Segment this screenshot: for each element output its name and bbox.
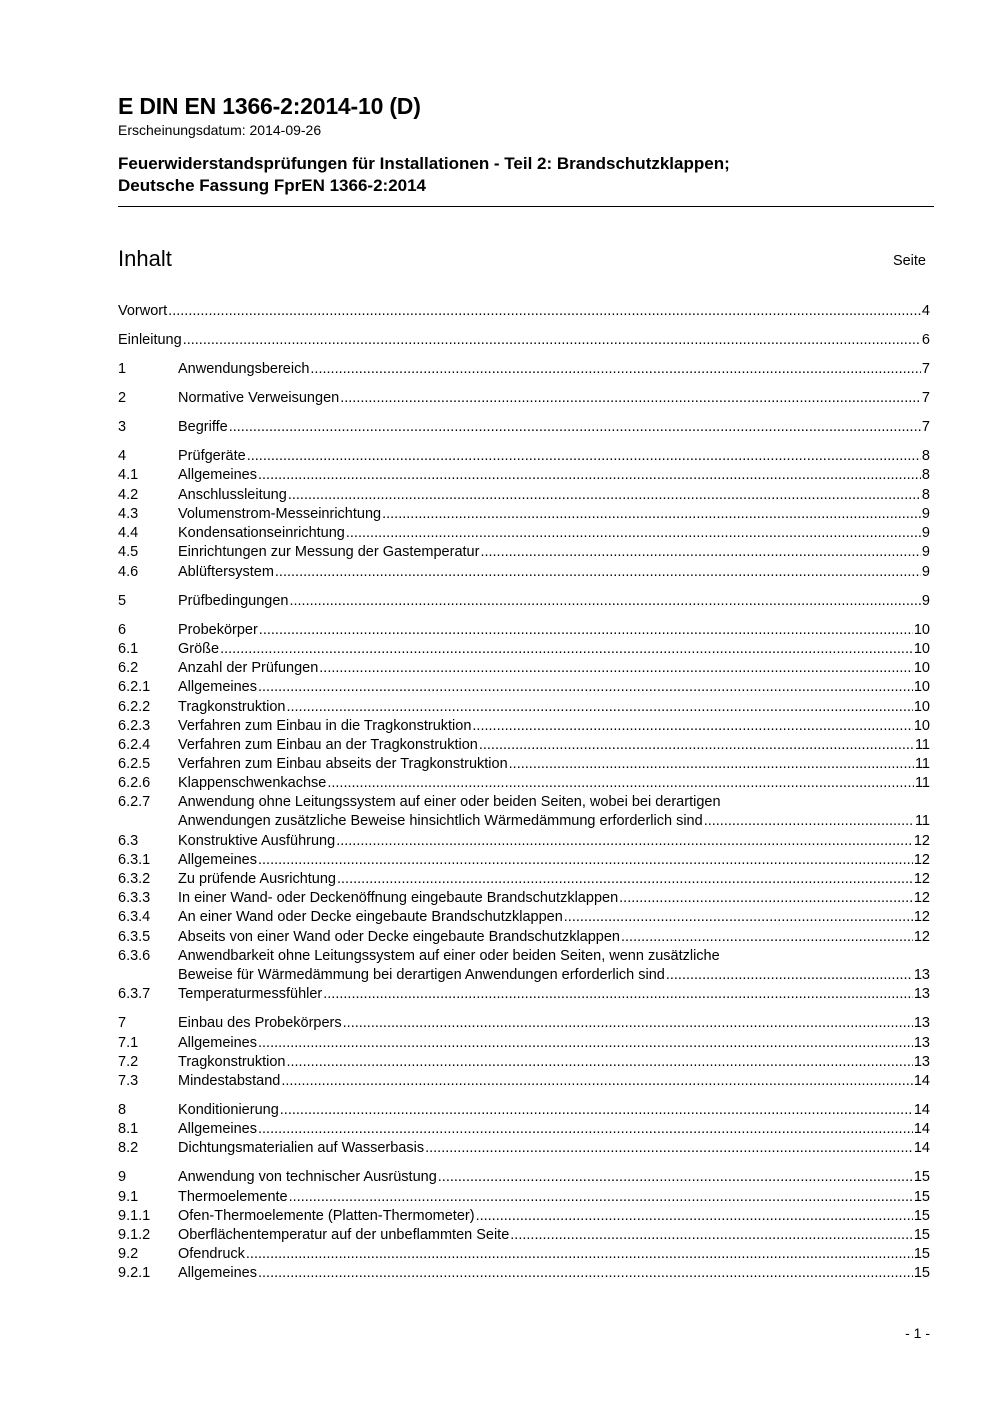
toc-entry-number: 6.2.7: [118, 794, 151, 810]
toc-entry-page: 12: [913, 833, 930, 849]
toc-entry-page: 15: [913, 1227, 930, 1243]
toc-entry-title: Beweise für Wärmedämmung bei derartigen Anwendungen erforderlich sind: [178, 967, 665, 983]
toc-entry-line: [178, 966, 930, 985]
header-divider: [118, 206, 934, 207]
toc-dot-leader: [478, 736, 914, 755]
toc-entry-line: [178, 1053, 930, 1072]
toc-entry-number: 6.3.1: [118, 852, 151, 868]
toc-entry-line: [178, 717, 930, 736]
toc-entry-line: [178, 1245, 930, 1264]
toc-entry-title: Anwendungen zusätzliche Beweise hinsichtlich Wärmedämmung erforderlich sind: [178, 813, 703, 829]
toc-dot-leader: [381, 505, 921, 524]
toc-entry-number: 6.3.6: [118, 948, 151, 964]
toc-entry-line: [178, 1207, 930, 1226]
toc-entry-title: Konstruktive Ausführung: [178, 833, 336, 849]
toc-entry-line: [178, 1034, 930, 1053]
toc-entry-title: Tragkonstruktion: [178, 1054, 286, 1070]
toc-entry-number: 2: [118, 390, 127, 406]
toc-entry-number: 7: [118, 1015, 127, 1031]
toc-entry[interactable]: [118, 928, 930, 947]
toc-entry-page: 12: [913, 909, 930, 925]
toc-entry[interactable]: [118, 659, 930, 678]
toc-dot-leader: [509, 1226, 913, 1245]
toc-entry-page: 7: [921, 361, 930, 377]
toc-entry[interactable]: [118, 908, 930, 927]
document-title-line-2: Deutsche Fassung FprEN 1366-2:2014: [118, 176, 427, 195]
toc-entry-page: 15: [913, 1169, 930, 1185]
toc-dot-leader: [279, 1101, 913, 1120]
toc-entry-title: Temperaturmessfühler: [178, 986, 323, 1002]
toc-entry-number: 7.3: [118, 1073, 139, 1089]
toc-entry-line: [178, 698, 930, 717]
toc-entry-title: Verfahren zum Einbau abseits der Tragkonstruktion: [178, 756, 508, 772]
toc-entry-page: 7: [921, 419, 930, 435]
toc-entry[interactable]: [118, 543, 930, 562]
toc-entry-page: 11: [914, 813, 930, 829]
toc-entry[interactable]: [118, 505, 930, 524]
toc-entry-page: 12: [913, 871, 930, 887]
toc-entry-number: 6.3.5: [118, 929, 151, 945]
toc-entry-title: Allgemeines: [178, 1265, 257, 1281]
toc-entry-title: Einbau des Probekörpers: [178, 1015, 342, 1031]
toc-entry-page: 14: [913, 1102, 930, 1118]
toc-entry-page: 10: [913, 679, 930, 695]
toc-entry-number: 9.1: [118, 1189, 139, 1205]
toc-entry-page: 10: [913, 622, 930, 638]
toc-entry-page: 10: [913, 641, 930, 657]
toc-dot-leader: [257, 466, 921, 485]
toc-entry[interactable]: [118, 389, 930, 408]
document-title: [118, 153, 934, 197]
toc-entry-number: 6.2.6: [118, 775, 151, 791]
toc-entry-line: [178, 1014, 930, 1033]
toc-entry-page: 13: [913, 1035, 930, 1051]
toc-entry-page: 15: [913, 1208, 930, 1224]
toc-entry-title: Abseits von einer Wand oder Decke eingebaute Brandschutzklappen: [178, 929, 620, 945]
toc-entry-title: Allgemeines: [178, 1035, 257, 1051]
toc-entry-title: Verfahren zum Einbau in die Tragkonstruktion: [178, 718, 472, 734]
toc-entry-number: 4.6: [118, 564, 139, 580]
toc-dot-leader: [274, 563, 921, 582]
toc-dot-leader: [228, 418, 921, 437]
toc-entry-page: 9: [921, 525, 930, 541]
toc-entry-title: Mindestabstand: [178, 1073, 281, 1089]
toc-entry-title: Einrichtungen zur Messung der Gastemperatur: [178, 544, 480, 560]
toc-entry-line: [178, 1139, 930, 1158]
toc-entry-number: 5: [118, 593, 127, 609]
toc-entry-title: Anschlussleitung: [178, 487, 287, 503]
toc-entry-line: [178, 678, 930, 697]
toc-entry-number: 6.3.3: [118, 890, 151, 906]
toc-entry-line: [178, 543, 930, 562]
toc-entry-number: 6.2.2: [118, 699, 151, 715]
toc-entry-title: Tragkonstruktion: [178, 699, 286, 715]
toc-entry-number: 8.2: [118, 1140, 139, 1156]
toc-entry-line: [178, 466, 930, 485]
toc-dot-leader: [285, 1053, 912, 1072]
toc-dot-leader: [342, 1014, 913, 1033]
toc-entry-title: Allgemeines: [178, 852, 257, 868]
toc-dot-leader: [257, 1120, 913, 1139]
toc-entry-title: Begriffe: [178, 419, 228, 435]
toc-entry-page: 11: [914, 737, 930, 753]
toc-entry[interactable]: [118, 851, 930, 870]
toc-entry-line: [178, 812, 930, 831]
toc-entry-page: 10: [913, 718, 930, 734]
toc-entry-line: [178, 592, 930, 611]
toc-entry-title: Allgemeines: [178, 1121, 257, 1137]
document-title-line-1: Feuerwiderstandsprüfungen für Installationen - Teil 2: Brandschutzklappen;: [118, 154, 730, 173]
toc-entry[interactable]: [118, 1053, 930, 1072]
toc-entry-number: 6.2.1: [118, 679, 151, 695]
toc-entry-title: Anwendungsbereich: [178, 361, 310, 377]
toc-entry-title: Zu prüfende Ausrichtung: [178, 871, 336, 887]
toc-entry[interactable]: [118, 755, 930, 774]
toc-entry-page: 10: [913, 699, 930, 715]
toc-entry-line: [178, 774, 930, 793]
toc-entry-number: 4.2: [118, 487, 139, 503]
toc-dot-leader: [182, 331, 921, 350]
toc-entry[interactable]: [118, 466, 930, 485]
toc-dot-leader: [618, 889, 913, 908]
toc-entry-line: [178, 832, 930, 851]
toc-entry-number: 4.4: [118, 525, 139, 541]
toc-entry[interactable]: [118, 592, 930, 611]
toc-entry-line: [178, 1120, 930, 1139]
toc-entry-line: [118, 302, 930, 321]
toc-entry-number: 4.1: [118, 467, 139, 483]
toc-entry-number: 1: [118, 361, 127, 377]
toc-entry-title: Anwendung von technischer Ausrüstung: [178, 1169, 437, 1185]
toc-entry-page: 12: [913, 852, 930, 868]
toc-entry[interactable]: [118, 870, 930, 889]
toc-entry-line: [178, 1188, 930, 1207]
toc-entry[interactable]: [118, 418, 930, 437]
toc-entry-number: 4: [118, 448, 127, 464]
toc-entry-page: 12: [913, 929, 930, 945]
toc-entry-page: 13: [913, 1054, 930, 1070]
toc-entry[interactable]: [118, 1101, 930, 1120]
toc-entry-line: [178, 870, 930, 889]
toc-entry-number: 6.3: [118, 833, 139, 849]
toc-entry[interactable]: [118, 947, 930, 985]
toc-entry-line: [178, 985, 930, 1004]
toc-dot-leader: [285, 698, 912, 717]
toc-entry-page: 7: [921, 390, 930, 406]
toc-entry[interactable]: [118, 302, 930, 321]
toc-entry-number: 8.1: [118, 1121, 139, 1137]
toc-entry[interactable]: [118, 793, 930, 831]
toc-entry-page: 14: [913, 1073, 930, 1089]
toc-dot-leader: [246, 447, 921, 466]
toc-entry-title: Verfahren zum Einbau an der Tragkonstruktion: [178, 737, 478, 753]
toc-entry-title: Volumenstrom-Messeinrichtung: [178, 506, 382, 522]
toc-entry-line: [178, 418, 930, 437]
toc-entry-line: [178, 736, 930, 755]
toc-entry-page: 12: [913, 890, 930, 906]
toc-entry[interactable]: [118, 1226, 930, 1245]
toc-entry-title: Einleitung: [118, 332, 182, 348]
toc-dot-leader: [257, 678, 913, 697]
toc-dot-leader: [287, 486, 921, 505]
toc-dot-leader: [508, 755, 914, 774]
toc-entry-line: [178, 640, 930, 659]
toc-entry[interactable]: [118, 832, 930, 851]
toc-dot-leader: [318, 659, 913, 678]
toc-entry-page: 14: [913, 1140, 930, 1156]
toc-title: Inhalt: [118, 246, 172, 271]
toc-entry[interactable]: [118, 360, 930, 379]
toc-dot-leader: [471, 717, 912, 736]
toc-entry-line: [178, 659, 930, 678]
toc-dot-leader: [703, 812, 914, 831]
toc-entry-title: Klappenschwenkachse: [178, 775, 327, 791]
toc-entry[interactable]: [118, 621, 930, 640]
toc-entry-title: Größe: [178, 641, 220, 657]
toc-entry[interactable]: [118, 563, 930, 582]
toc-entry-line: [178, 755, 930, 774]
toc-entry-number: 6.3.4: [118, 909, 151, 925]
toc-entry-page: 14: [913, 1121, 930, 1137]
toc-entry-line: [178, 1226, 930, 1245]
toc-entry-line: [178, 928, 930, 947]
toc-entry-page: 9: [921, 593, 930, 609]
toc-entry[interactable]: [118, 1139, 930, 1158]
toc-entry-number: 4.3: [118, 506, 139, 522]
toc-entry-title: Ofen-Thermoelemente (Platten-Thermometer): [178, 1208, 475, 1224]
document-header: [118, 92, 934, 197]
toc-entry-title: Dichtungsmaterialien auf Wasserbasis: [178, 1140, 425, 1156]
toc-entry-number: 9: [118, 1169, 127, 1185]
toc-entry-page: 8: [921, 487, 930, 503]
toc-entry-title: Thermoelemente: [178, 1189, 288, 1205]
toc-entry-title: Prüfgeräte: [178, 448, 246, 464]
toc-entry-number: 6: [118, 622, 127, 638]
toc-entry-number: 9.1.2: [118, 1227, 151, 1243]
toc-entry-page: 13: [913, 986, 930, 1002]
toc-dot-leader: [620, 928, 913, 947]
toc-entry-line: [178, 621, 930, 640]
toc-entry[interactable]: [118, 1245, 930, 1264]
toc-entry-line: [178, 563, 930, 582]
toc-dot-leader: [245, 1245, 913, 1264]
toc-entry[interactable]: [118, 1120, 930, 1139]
toc-entry-page: 11: [914, 756, 930, 772]
toc-entry-page: 9: [921, 564, 930, 580]
toc-dot-leader: [335, 832, 913, 851]
toc-entry-number: 6.1: [118, 641, 139, 657]
toc-entry-line: [178, 889, 930, 908]
toc-entry[interactable]: [118, 1168, 930, 1187]
toc-entry-line: [178, 908, 930, 927]
publication-date: Erscheinungsdatum: 2014-09-26: [118, 122, 322, 138]
toc-dot-leader: [309, 360, 921, 379]
toc-dot-leader: [167, 302, 921, 321]
toc-entry-page: 15: [913, 1265, 930, 1281]
toc-dot-leader: [339, 389, 921, 408]
toc-dot-leader: [257, 1034, 913, 1053]
toc-entry-page: 8: [921, 467, 930, 483]
toc-entry[interactable]: [118, 1264, 930, 1283]
toc-entry[interactable]: [118, 1207, 930, 1226]
toc-entry-number: 3: [118, 419, 127, 435]
toc-entry-title: Oberflächentemperatur auf der unbeflammten Seite: [178, 1227, 510, 1243]
toc-entry[interactable]: [118, 640, 930, 659]
toc-entry-number: 9.2.1: [118, 1265, 151, 1281]
toc-entry-page: 15: [913, 1189, 930, 1205]
toc-entry-line: [178, 505, 930, 524]
toc-entry-page: 10: [913, 660, 930, 676]
toc-entry-title-line-1: Anwendung ohne Leitungssystem auf einer oder beiden Seiten, wobei bei derartigen: [178, 794, 721, 810]
page-number: - 1 -: [905, 1325, 930, 1341]
toc-entry-page: 6: [921, 332, 930, 348]
toc-entry[interactable]: [118, 678, 930, 697]
toc-dot-leader: [322, 985, 913, 1004]
toc-entry-title: Probekörper: [178, 622, 258, 638]
toc-entry-number: 4.5: [118, 544, 139, 560]
toc-entry[interactable]: [118, 331, 930, 350]
toc-entry[interactable]: [118, 486, 930, 505]
toc-dot-leader: [665, 966, 913, 985]
toc-entry-title-line-1: Anwendbarkeit ohne Leitungssystem auf einer oder beiden Seiten, wenn zusätzliche: [178, 948, 720, 964]
toc-dot-leader: [424, 1139, 913, 1158]
toc-entry-title: Prüfbedingungen: [178, 593, 289, 609]
toc-entry-title: Ablüftersystem: [178, 564, 274, 580]
toc-entry-title: Anzahl der Prüfungen: [178, 660, 319, 676]
toc-dot-leader: [258, 621, 913, 640]
toc-entry-number: 9.1.1: [118, 1208, 151, 1224]
toc-dot-leader: [563, 908, 913, 927]
toc-entry-number: 8: [118, 1102, 127, 1118]
toc-heading: [118, 244, 926, 274]
toc-entry[interactable]: [118, 889, 930, 908]
toc-entry-line: [178, 1101, 930, 1120]
toc-entry-line: [178, 1072, 930, 1091]
toc-entry[interactable]: [118, 1188, 930, 1207]
toc-dot-leader: [288, 592, 920, 611]
toc-entry-line: [118, 331, 930, 350]
toc-entry-title: Ofendruck: [178, 1246, 245, 1262]
toc-entry-line: [178, 1168, 930, 1187]
toc-entry-title: In einer Wand- oder Deckenöffnung eingebaute Brandschutzklappen: [178, 890, 619, 906]
toc-entry[interactable]: [118, 736, 930, 755]
toc-entry-number: 6.2.4: [118, 737, 151, 753]
toc-entry-number: 6.3.2: [118, 871, 151, 887]
toc-entry-number: 6.2.5: [118, 756, 151, 772]
toc-entry[interactable]: [118, 774, 930, 793]
toc-entry-page: 11: [914, 775, 930, 791]
toc-dot-leader: [345, 524, 921, 543]
toc-dot-leader: [326, 774, 914, 793]
toc-entry-line: [178, 486, 930, 505]
toc-entry-title: Kondensationseinrichtung: [178, 525, 345, 541]
toc-entry-page: 4: [921, 303, 930, 319]
toc-entry-title: Normative Verweisungen: [178, 390, 340, 406]
toc-entry-title: Allgemeines: [178, 679, 257, 695]
toc-entry[interactable]: [118, 985, 930, 1004]
toc-dot-leader: [219, 640, 913, 659]
toc-entry[interactable]: [118, 1034, 930, 1053]
toc-entry-title: Allgemeines: [178, 467, 257, 483]
toc-entry[interactable]: [118, 447, 930, 466]
toc-dot-leader: [257, 851, 913, 870]
toc-entry-number: 7.1: [118, 1035, 139, 1051]
toc-entry-line: [178, 389, 930, 408]
toc-entry-page: 9: [921, 544, 930, 560]
toc-entry-page: 15: [913, 1246, 930, 1262]
toc-dot-leader: [336, 870, 913, 889]
toc-entry-page: 13: [913, 1015, 930, 1031]
toc-entry-number: 6.2.3: [118, 718, 151, 734]
toc-entry-line: [178, 851, 930, 870]
toc-entry-title: An einer Wand oder Decke eingebaute Brandschutzklappen: [178, 909, 563, 925]
toc-entry-line: [178, 447, 930, 466]
toc-entry-page: 8: [921, 448, 930, 464]
toc-dot-leader: [280, 1072, 912, 1091]
toc-entry-number: 6.2: [118, 660, 139, 676]
toc-dot-leader: [479, 543, 920, 562]
toc-entry[interactable]: [118, 1014, 930, 1033]
toc-dot-leader: [437, 1168, 913, 1187]
toc-entry-page: 13: [913, 967, 930, 983]
toc-entry-number: 6.3.7: [118, 986, 151, 1002]
toc-dot-leader: [257, 1264, 913, 1283]
toc-entry[interactable]: [118, 717, 930, 736]
toc-dot-leader: [475, 1207, 913, 1226]
toc-entry-number: 9.2: [118, 1246, 139, 1262]
toc-entry-line: [178, 1264, 930, 1283]
toc-entry[interactable]: [118, 1072, 930, 1091]
toc-entry-title: Konditionierung: [178, 1102, 279, 1118]
toc-page-column-label: Seite: [892, 253, 926, 269]
toc-entry-line: [178, 524, 930, 543]
toc-entry[interactable]: [118, 524, 930, 543]
toc-dot-leader: [288, 1188, 913, 1207]
toc-entry[interactable]: [118, 698, 930, 717]
toc-entry-title: Vorwort: [118, 303, 168, 319]
toc-entry-number: 7.2: [118, 1054, 139, 1070]
toc-entry-page: 9: [921, 506, 930, 522]
toc-entry-line: [178, 360, 930, 379]
document-id: E DIN EN 1366-2:2014-10 (D): [118, 93, 421, 119]
